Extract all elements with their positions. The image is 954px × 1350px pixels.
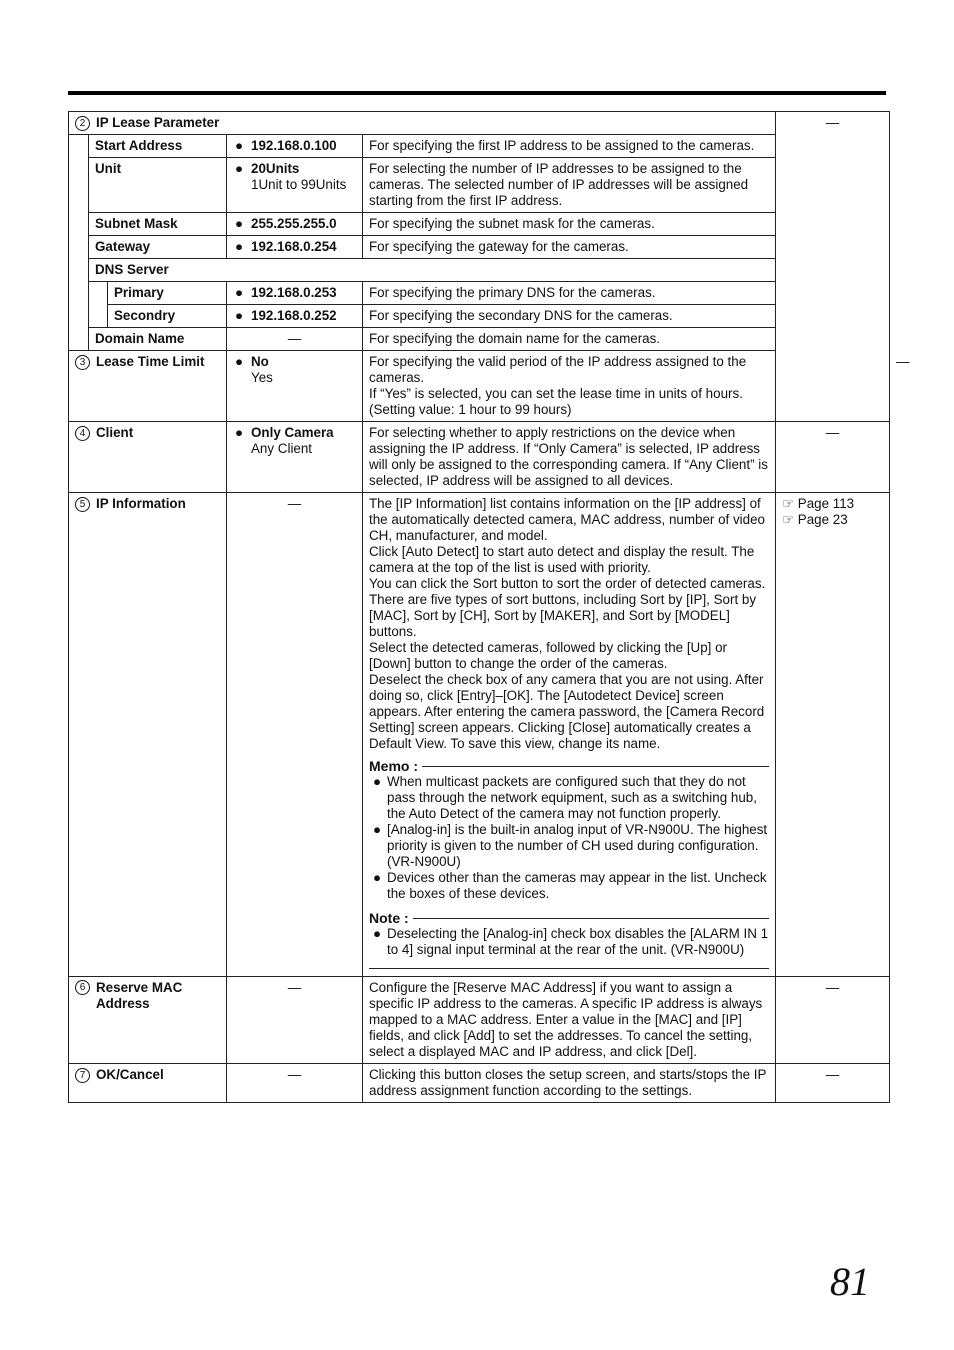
reserve-mac-label: 6 Reserve MAC Address (69, 977, 227, 1064)
reserve-mac-desc: Configure the [Reserve MAC Address] if you want to assign a specific IP address to the cameras. A specific IP address is always mapped to a MAC address. Enter a value in the [MAC] and [IP] fields, and click [Add] to set the addresses. To cancel the setting, select a displayed MAC and IP address, and click [Del]. (363, 977, 776, 1064)
dns-server-label: DNS Server (89, 259, 776, 282)
unit-desc: For selecting the number of IP addresses to be assigned to the cameras. The selected number of IP addresses will be assigned starting from the first IP address. (363, 158, 776, 213)
start-address-label: Start Address (89, 135, 227, 158)
memo-item: ● Devices other than the cameras may appear in the list. Uncheck the boxes of these devices. (373, 870, 767, 901)
item-number: 2 (75, 116, 90, 131)
unit-label: Unit (89, 158, 227, 213)
client-desc: For selecting whether to apply restrictions on the device when assigning the IP address. If “Only Camera” is selected, IP address will only be assigned to the corresponding camera. If “Any Client” is selected, IP address will be assigned to all devices. (363, 422, 776, 493)
gateway-desc: For specifying the gateway for the cameras. (363, 236, 776, 259)
memo-heading: Memo : (369, 758, 769, 774)
ok-cancel-label: 7 OK/Cancel (69, 1064, 227, 1103)
primary-desc: For specifying the primary DNS for the cameras. (363, 282, 776, 305)
primary-label: Primary (108, 282, 227, 305)
top-rule (68, 91, 886, 95)
subnet-mask-label: Subnet Mask (89, 213, 227, 236)
settings-table (68, 111, 910, 1103)
ip-info-value: — (227, 493, 363, 977)
ip-info-para: You can click the Sort button to sort the order of detected cameras. (369, 576, 766, 591)
ok-cancel-desc: Clicking this button closes the setup screen, and starts/stops the IP address assignment function according to the settings. (363, 1064, 776, 1103)
ip-lease-ref: — (776, 112, 890, 422)
reserve-mac-value: — (227, 977, 363, 1064)
memo-item: ● When multicast packets are configured such that they do not pass through the network equipment, such as a switching hub, the Auto Detect of the camera may not function properly. (373, 774, 757, 821)
table-row-ip-info (69, 493, 890, 977)
ip-info-refs (776, 493, 890, 977)
domain-name-value: — (227, 328, 363, 351)
table-row-ok-cancel (69, 1064, 890, 1103)
table-row-dns-server (69, 259, 890, 282)
client-label: 4 Client (69, 422, 227, 493)
table-row-ip-lease (69, 112, 890, 135)
page-reference-link: ☞ Page 23 (782, 512, 848, 527)
indent-cell (89, 282, 108, 328)
table-row-secondary (69, 305, 890, 328)
table-row-subnet-mask (69, 213, 890, 236)
memo-item: ● [Analog-in] is the built-in analog input of VR-N900U. The highest priority is given to the number of CH used during configuration. (VR-N900U) (373, 822, 768, 869)
indent-cell (69, 135, 89, 351)
table-row-gateway (69, 236, 890, 259)
table-row-start-address (69, 135, 890, 158)
table-row-reserve-mac (69, 977, 890, 1064)
domain-name-label: Domain Name (89, 328, 227, 351)
item-number: 5 (75, 497, 90, 512)
table-row-primary (69, 282, 890, 305)
note-heading: Note : (369, 910, 769, 926)
secondary-value: ● 192.168.0.252 (235, 308, 337, 323)
ip-info-para: Click [Auto Detect] to start auto detect and display the result. The camera at the top of the list is used with priority. (369, 544, 755, 575)
page-number: 81 (830, 1259, 870, 1304)
primary-value: ● 192.168.0.253 (235, 285, 337, 300)
table-row-client (69, 422, 890, 493)
ip-info-para: Select the detected cameras, followed by clicking the [Up] or [Down] button to change the order of the cameras. (369, 640, 728, 671)
item-number: 4 (75, 426, 90, 441)
page-reference-link: ☞ Page 113 (782, 496, 855, 511)
gateway-value: ● 192.168.0.254 (235, 239, 337, 254)
subnet-mask-desc: For specifying the subnet mask for the cameras. (363, 213, 776, 236)
note-item: ● Deselecting the [Analog-in] check box disables the [ALARM IN 1 to 4] signal input terminal at the rear of the unit. (VR-N900U) (373, 926, 769, 957)
unit-value: ● 20Units 1Unit to 99Units (235, 161, 347, 192)
start-address-value: ● 192.168.0.100 (235, 138, 337, 153)
ip-info-para: Deselect the check box of any camera that you are not using. After doing so, click [Entry]–[OK]. The [Autodetect Device] screen appears. After entering the camera password, the [Camera Record Setting] screen appears. Clicking [Close] automatically creates a Default View. To save this view, change its name. (369, 672, 765, 751)
ip-info-para: There are five types of sort buttons, including Sort by [IP], Sort by [MAC], Sort by [CH], Sort by [MAKER], and Sort by [MODEL] buttons. (369, 592, 757, 639)
item-number: 7 (75, 1068, 90, 1083)
ip-info-desc (363, 493, 776, 977)
table-row-lease-time: 3 Lease Time Limit ● No Yes For specifying the valid period of the IP address assigned to the cameras. If “Yes” is selected, you can set the lease time in units of hours. (Setting value: 1 hour to 99 hours) — (69, 351, 890, 422)
secondary-desc: For specifying the secondary DNS for the cameras. (363, 305, 776, 328)
subnet-mask-value: ● 255.255.255.0 (235, 216, 337, 231)
table-row-domain-name (69, 328, 890, 351)
lease-time-label: 3 Lease Time Limit (69, 351, 227, 422)
item-number: 6 (75, 980, 90, 995)
gateway-label: Gateway (89, 236, 227, 259)
ip-info-label: 5 IP Information (69, 493, 227, 977)
domain-name-desc: For specifying the domain name for the cameras. (363, 328, 776, 351)
ip-lease-label: 2 IP Lease Parameter (69, 112, 776, 135)
lease-time-value: ● No Yes (235, 354, 273, 385)
note-end-rule (369, 968, 769, 969)
client-ref: — (776, 422, 890, 493)
start-address-desc: For specifying the first IP address to be assigned to the cameras. (363, 135, 776, 158)
item-number: 3 (75, 355, 90, 370)
lease-time-desc: For specifying the valid period of the IP address assigned to the cameras. If “Yes” is selected, you can set the lease time in units of hours. (Setting value: 1 hour to 99 hours) (363, 351, 776, 422)
ok-cancel-value: — (227, 1064, 363, 1103)
ok-cancel-ref: — (776, 1064, 890, 1103)
ip-info-para: The [IP Information] list contains information on the [IP address] of the automatically detected camera, MAC address, number of video CH, manufacturer, and model. (369, 496, 765, 543)
secondary-label: Secondry (108, 305, 227, 328)
table-row-unit (69, 158, 890, 213)
client-value: ● Only Camera Any Client (235, 425, 334, 456)
reserve-mac-ref: — (776, 977, 890, 1064)
